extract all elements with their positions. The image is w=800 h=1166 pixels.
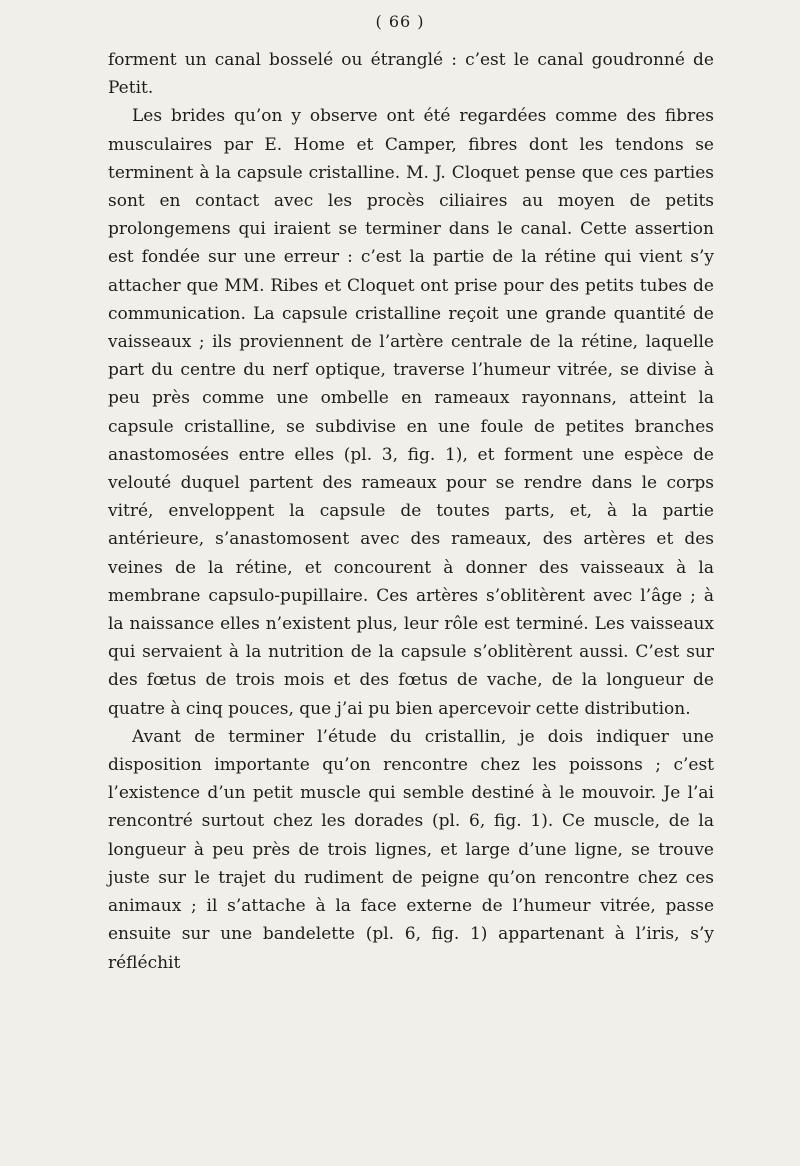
page-number: ( 66 ): [375, 12, 425, 31]
paragraph-continuation: forment un canal bosselé ou étranglé : c’est le canal goudronné de Petit.: [108, 50, 714, 99]
paragraph-brides: Les brides qu’on y observe ont été regardées comme des fibres musculaires par E. Home et Camper, fibres dont les tendons se terminent à la capsule cristalline. M. J. Cloquet pense que ces parties sont en contact avec les procès ciliaires au moyen de petits prolongemens qui iraient se terminer dans le canal. Cette assertion est fondée sur une erreur : c’est la partie de la rétine qui vient s’y attacher que MM. Ribes et Cloquet ont prise pour des petits tubes de communication. La capsule cristalline reçoit une grande quantité de vaisseaux ; ils proviennent de l’artère centrale de la rétine, laquelle part du centre du nerf optique, traverse l’humeur vitrée, se divise à peu près comme une ombelle en rameaux rayonnans, atteint la capsule cristalline, se subdivise en une foule de petites branches anastomosées entre elles (pl. 3, fig. 1), et forment une espèce de velouté duquel partent des rameaux pour se rendre dans le corps vitré, enveloppent la capsule de toutes parts, et, à la partie antérieure, s’anastomosent avec des rameaux, des artères et des veines de la rétine, et concourent à donner des vaisseaux à la membrane capsulo-pupillaire. Ces artères s’oblitèrent avec l’âge ; à la naissance elles n’existent plus, leur rôle est terminé. Les vaisseaux qui servaient à la nutrition de la capsule s’oblitèrent aussi. C’est sur des fœtus de trois mois et des fœtus de vache, de la longueur de quatre à cinq pouces, que j’ai pu bien apercevoir cette distribution.: [108, 106, 714, 719]
body-text: [108, 46, 714, 977]
paragraph-cristallin: Avant de terminer l’étude du cristallin, je dois indiquer une disposition importante qu’on rencontre chez les poissons ; c’est l’existence d’un petit muscle qui semble destiné à le mouvoir. Je l’ai rencontré surtout chez les dorades (pl. 6, fig. 1). Ce muscle, de la longueur à peu près de trois lignes, et large d’une ligne, se trouve juste sur le trajet du rudiment de peigne qu’on rencontre chez ces animaux ; il s’attache à la face externe de l’humeur vitrée, passe ensuite sur une bandelette (pl. 6, fig. 1) appartenant à l’iris, s’y réfléchit: [108, 726, 714, 973]
